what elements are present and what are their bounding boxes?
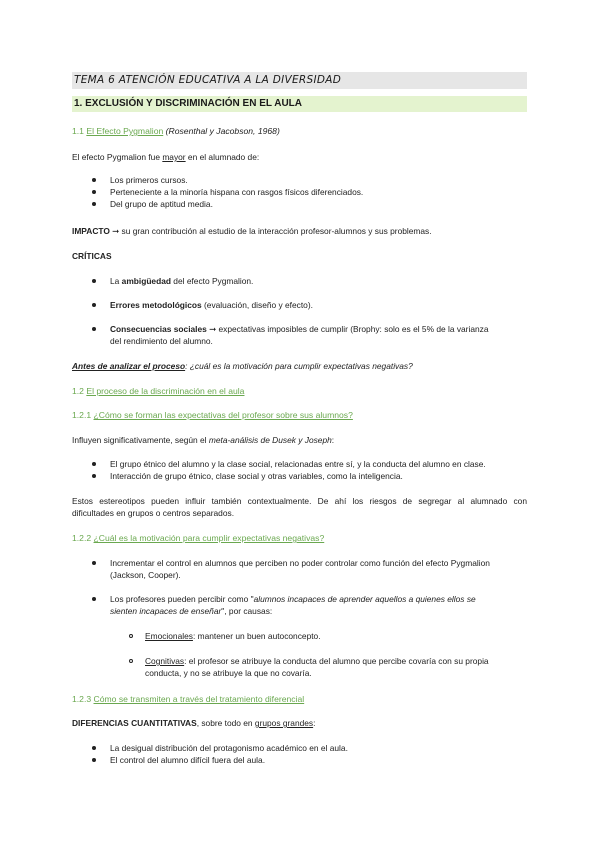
heading-1-2-2-number: 1.2.2 [72,533,92,543]
motivacion-item-cont: (Jackson, Cooper). [110,570,181,580]
text-italic: : ¿cuál es la motivación para cumplir expectativas negativas? [185,361,413,371]
bullet-icon [92,178,96,182]
estereotipos-line-1: Estos estereotipos pueden influir también contextualmente. De ahí los riesgos de segregar al alumnado con [72,496,527,506]
text-underlined: grupos grandes [254,718,314,728]
list-item: La desigual distribución del protagonismo académico en el aula. [110,743,348,753]
diferencias-line [72,718,315,729]
bullet-icon [92,758,96,762]
text-bold: DIFERENCIAS CUANTITATIVAS [72,718,197,728]
bullet-icon [92,474,96,478]
heading-1-2-3-title: Cómo se transmiten a través del tratamiento diferencial [93,694,305,704]
heading-1-1-cite: (Rosenthal y Jacobson, 1968) [165,126,280,136]
impacto-label: IMPACTO [72,226,110,236]
motivacion-item: Incrementar el control en alumnos que perciben no poder controlar como función del efecto Pygmalion [110,558,490,568]
heading-1-2-title: El proceso de la discriminación en el aula [86,386,245,396]
heading-1-2-number: 1.2 [72,386,84,396]
arrow-right-icon: ➞ [112,226,120,236]
text-underlined: Emocionales [145,631,193,641]
text-bold: Errores metodológicos [110,300,202,310]
text: Los profesores pueden percibir como " [110,594,254,604]
arrow-right-icon: ➞ [206,324,219,334]
heading-1-2-2 [72,533,324,544]
bullet-icon [92,597,96,601]
text: expectativas imposibles de cumplir (Brophy: solo es el 5% de la varianza [218,324,489,334]
heading-1-2-3-number: 1.2.3 [72,694,92,704]
circle-bullet-icon [129,659,133,663]
text-bold-italic: Antes de analizar el proceso [72,361,186,371]
bullet-icon [92,190,96,194]
impacto-line [72,226,432,237]
text: : mantener un buen autoconcepto. [192,631,321,641]
text-bold: ambigüedad [121,276,171,286]
section-1-heading: 1. EXCLUSIÓN Y DISCRIMINACIÓN EN EL AULA [74,98,302,109]
list-item: El control del alumno difícil fuera del aula. [110,755,266,765]
heading-1-2-1 [72,410,353,421]
critica-item [110,324,489,335]
bullet-icon [92,202,96,206]
bullet-icon [92,746,96,750]
bullet-icon [92,327,96,331]
intro-mayor: mayor [162,152,186,162]
critica-item [110,276,253,287]
heading-1-2 [72,386,244,397]
heading-1-2-1-number: 1.2.1 [72,410,92,420]
motivacion-item-cont [110,606,272,617]
heading-1-1 [72,126,280,137]
text-italic: alumnos incapaces de aprender aquellos a quienes ellos se [253,594,476,604]
causa-item [145,656,489,667]
text-italic: meta-análisis de Dusek y Joseph [208,435,332,445]
text-italic: sienten incapaces de enseñar [110,606,222,616]
text: , sobre todo en [196,718,255,728]
circle-bullet-icon [129,634,133,638]
motivacion-item [110,594,476,605]
text-bold: Consecuencias sociales [110,324,207,334]
bullet-icon [92,561,96,565]
text: La [110,276,122,286]
bullet-icon [92,279,96,283]
text: del efecto Pygmalion. [170,276,254,286]
bullet-icon [92,462,96,466]
text: Influyen significativamente, según el [72,435,209,445]
list-item: Del grupo de aptitud media. [110,199,213,209]
text: : [331,435,335,445]
influyen-line [72,435,334,446]
heading-1-2-1-title: ¿Cómo se forman las expectativas del profesor sobre sus alumnos? [93,410,353,420]
pygmalion-intro [72,152,259,163]
heading-1-2-3 [72,694,304,705]
criticas-heading: CRÍTICAS [72,251,112,261]
bullet-icon [92,303,96,307]
text: : el profesor se atribuye la conducta del alumno que percibe covaría con su propia [184,656,489,666]
text: : [313,718,316,728]
list-item: El grupo étnico del alumno y la clase social, relacionadas entre sí, y la conducta del alumno en clase. [110,459,486,469]
antes-line [72,361,413,372]
list-item: Perteneciente a la minoría hispana con rasgos físicos diferenciados. [110,187,364,197]
text-underlined: Cognitivas [145,656,185,666]
causa-item [145,631,321,642]
critica-item-cont: del rendimiento del alumno. [110,336,213,346]
text: (evaluación, diseño y efecto). [201,300,313,310]
causa-item-cont: conducta, y no se atribuye la que no covaría. [145,668,312,678]
critica-item [110,300,313,311]
intro-text: El efecto Pygmalion fue [72,152,163,162]
heading-1-1-title: El Efecto Pygmalion [86,126,164,136]
impacto-text: su gran contribución al estudio de la interacción profesor-alumnos y sus problemas. [119,226,432,236]
heading-1-1-number: 1.1 [72,126,84,136]
heading-1-2-2-title: ¿Cuál es la motivación para cumplir expectativas negativas? [93,533,325,543]
page-title: TEMA 6 ATENCIÓN EDUCATIVA A LA DIVERSIDAD [74,74,342,86]
text: ", por causas: [221,606,273,616]
intro-text-end: en el alumnado de: [185,152,260,162]
estereotipos-line-2: dificultades en grupos o centros separados. [72,508,235,518]
list-item: Interacción de grupo étnico, clase social y otras variables, como la inteligencia. [110,471,403,481]
list-item: Los primeros cursos. [110,175,188,185]
